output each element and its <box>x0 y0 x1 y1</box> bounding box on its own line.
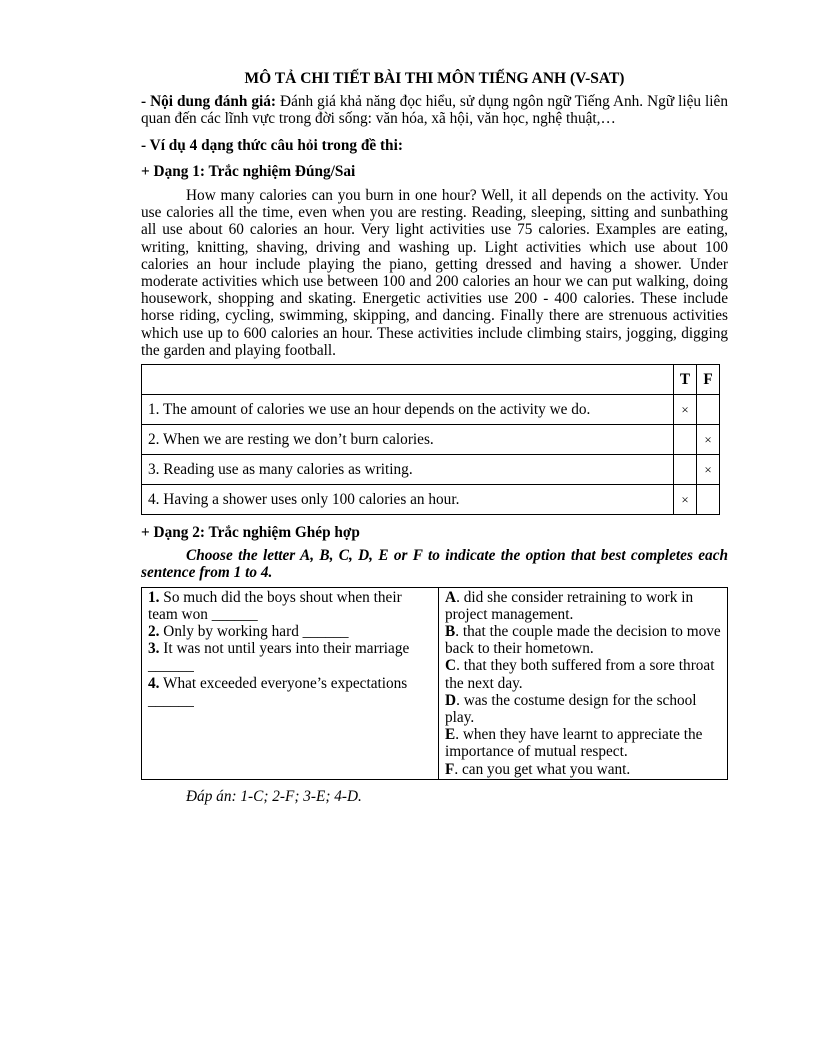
true-mark: × <box>674 485 697 515</box>
sentence-number: 1. <box>148 588 160 606</box>
option-item <box>445 623 721 657</box>
option-item <box>445 761 721 778</box>
table-row <box>142 455 720 485</box>
option-text: . did she consider retraining to work in project management. <box>445 588 694 623</box>
option-letter: B <box>445 623 456 641</box>
option-letter: D <box>445 691 457 709</box>
sentence-item <box>148 623 432 640</box>
statement-cell: 1. The amount of calories we use an hour depends on the activity we do. <box>142 395 674 425</box>
option-text: . was the costume design for the school play. <box>445 691 697 727</box>
options-column <box>439 587 728 779</box>
table-row <box>142 425 720 455</box>
false-mark: × <box>697 455 720 485</box>
false-header: F <box>697 365 720 395</box>
sentence-number: 2. <box>148 623 160 641</box>
page-title: MÔ TẢ CHI TIẾT BÀI THI MÔN TIẾNG ANH (V-SAT) <box>244 70 625 87</box>
sentence-item <box>148 675 432 709</box>
false-mark <box>697 485 720 515</box>
examples-heading: - Ví dụ 4 dạng thức câu hỏi trong đề thi: <box>141 136 403 154</box>
option-text: . that they both suffered from a sore throat the next day. <box>445 657 715 692</box>
option-item <box>445 726 721 760</box>
sentence-text: It was not until years into their marriage ______ <box>148 640 410 675</box>
true-mark <box>674 455 697 485</box>
statement-header-cell <box>142 365 674 395</box>
sentence-text: So much did the boys shout when their team won ______ <box>148 588 402 623</box>
true-mark <box>674 425 697 455</box>
sentence-text: Only by working hard ______ <box>159 623 349 641</box>
document-page <box>141 70 728 805</box>
option-item <box>445 657 721 691</box>
statement-cell: 3. Reading use as many calories as writing. <box>142 455 674 485</box>
type1-heading: + Dạng 1: Trắc nghiệm Đúng/Sai <box>141 162 356 180</box>
matching-table <box>141 587 728 780</box>
option-text: . can you get what you want. <box>454 760 631 778</box>
option-item <box>445 589 721 623</box>
statement-cell: 2. When we are resting we don’t burn calories. <box>142 425 674 455</box>
false-mark <box>697 395 720 425</box>
true-false-table <box>141 364 720 515</box>
statement-cell: 4. Having a shower uses only 100 calories an hour. <box>142 485 674 515</box>
table-header-row <box>142 365 720 395</box>
sentence-item <box>148 640 432 674</box>
content-paragraph <box>141 93 728 127</box>
table-row <box>142 395 720 425</box>
matching-instruction: Choose the letter A, B, C, D, E or F to indicate the option that best completes each sentence from 1 to 4. <box>141 547 728 582</box>
sentence-item <box>148 589 432 623</box>
content-label: - Nội dung đánh giá: <box>141 93 277 111</box>
option-letter: A <box>445 588 457 606</box>
matching-row <box>142 587 728 779</box>
answer-key: Đáp án: 1-C; 2-F; 3-E; 4-D. <box>186 787 362 805</box>
content-text: Đánh giá khả năng đọc hiểu, sử dụng ngôn ngữ Tiếng Anh. Ngữ liệu liên quan đến các lĩnh vực trong đời sống: văn hóa, xã hội, văn học, nghệ thuật,… <box>141 93 728 128</box>
option-text: . that the couple made the decision to move back to their hometown. <box>445 623 721 658</box>
option-letter: C <box>445 657 457 675</box>
table-row <box>142 485 720 515</box>
option-text: . when they have learnt to appreciate the importance of mutual respect. <box>445 726 703 761</box>
true-header: T <box>674 365 697 395</box>
reading-passage: How many calories can you burn in one hour? Well, it all depends on the activity. You use calories all the time, even when you are resting. Reading, sleeping, sitting and sunbathing all use about 60 calories an hour. Very light activities use 75 calories. Examples are eating, writing, knitting, shaving, driving and washing up. Light activities which use about 100 calories an hour include playing the piano, getting dressed and having a shower. Under moderate activities which use between 100 and 200 calories an hour we can put walking, doing housework, shopping and skating. Energetic activities use 200 - 400 calories. These include horse riding, cycling, swimming, skipping, and dancing. Finally there are strenuous activities which use up to 600 calories an hour. These activities include climbing stairs, jogging, digging the garden and playing football. <box>141 187 728 359</box>
false-mark: × <box>697 425 720 455</box>
type2-heading: + Dạng 2: Trắc nghiệm Ghép hợp <box>141 524 360 542</box>
sentence-text: What exceeded everyone’s expectations ______ <box>148 674 408 709</box>
option-item <box>445 692 721 726</box>
option-letter: F <box>445 760 455 778</box>
true-mark: × <box>674 395 697 425</box>
sentence-column <box>142 587 439 779</box>
sentence-number: 3. <box>148 640 160 658</box>
option-letter: E <box>445 726 456 744</box>
sentence-number: 4. <box>148 674 160 692</box>
